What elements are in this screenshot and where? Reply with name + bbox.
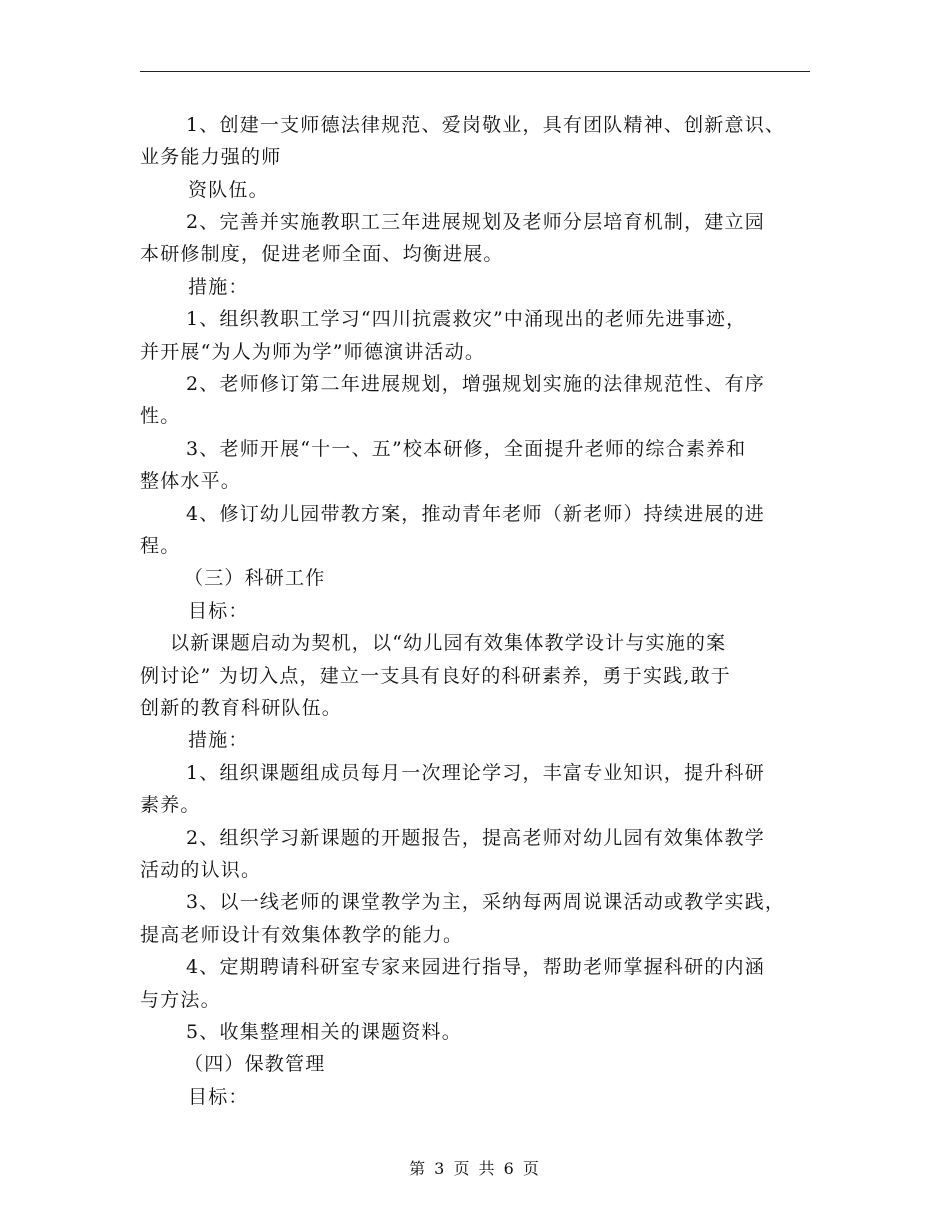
paragraph-line: 素养。 <box>140 794 201 816</box>
page-number-footer: 第 3 页 共 6 页 <box>409 1159 541 1178</box>
paragraph-line: 目标： <box>188 600 249 622</box>
header-rule <box>140 71 810 72</box>
paragraph-line: 与方法。 <box>140 989 221 1011</box>
paragraph-line: 提高老师设计有效集体教学的能力。 <box>140 924 464 946</box>
paragraph-line: 本研修制度，促进老师全面、均衡进展。 <box>140 243 504 265</box>
paragraph-line: 并开展“为人为师为学”师德演讲活动。 <box>140 341 486 363</box>
paragraph-line: 措施： <box>188 276 249 298</box>
paragraph-line: 活动的认识。 <box>140 859 262 881</box>
paragraph-line: 措施： <box>188 729 249 751</box>
paragraph-line: 2、完善并实施教职工三年进展规划及老师分层培育机制，建立园 <box>186 211 765 233</box>
paragraph-line: 4、修订幼儿园带教方案，推动青年老师（新老师）持续进展的进 <box>186 503 765 525</box>
section-heading: （四）保教管理 <box>184 1053 326 1075</box>
paragraph-line: 整体水平。 <box>140 470 242 492</box>
paragraph-line: 3、老师开展“十一、五”校本研修，全面提升老师的综合素养和 <box>186 438 747 460</box>
paragraph-line: 业务能力强的师 <box>140 146 282 168</box>
paragraph-line: 5、收集整理相关的课题资料。 <box>186 1021 462 1043</box>
paragraph-line: 3、以一线老师的课堂教学为主，采纳每两周说课活动或教学实践， <box>186 891 786 913</box>
paragraph-line: 1、组织教职工学习“四川抗震救灾”中涌现出的老师先进事迹， <box>186 308 747 330</box>
section-heading: （三）科研工作 <box>184 567 326 589</box>
paragraph-line: 程。 <box>140 535 181 557</box>
paragraph-line: 1、创建一支师德法律规范、爱岗敬业，具有团队精神、创新意识、 <box>186 114 786 136</box>
paragraph-line: 例讨论” 为切入点，建立一支具有良好的科研素养，勇于实践,敢于 <box>140 665 731 687</box>
paragraph-line: 2、组织学习新课题的开题报告，提高老师对幼儿园有效集体教学 <box>186 827 765 849</box>
paragraph-line: 性。 <box>140 405 181 427</box>
paragraph-line: 资队伍。 <box>188 179 269 201</box>
paragraph-line: 目标： <box>188 1086 249 1108</box>
paragraph-line: 1、组织课题组成员每月一次理论学习，丰富专业知识，提升科研 <box>186 762 765 784</box>
paragraph-line: 4、定期聘请科研室专家来园进行指导，帮助老师掌握科研的内涵 <box>186 956 765 978</box>
paragraph-line: 以新课题启动为契机，以“幼儿园有效集体教学设计与实施的案 <box>170 632 727 654</box>
paragraph-line: 2、老师修订第二年进展规划，增强规划实施的法律规范性、有序 <box>186 373 765 395</box>
paragraph-line: 创新的教育科研队伍。 <box>140 697 343 719</box>
